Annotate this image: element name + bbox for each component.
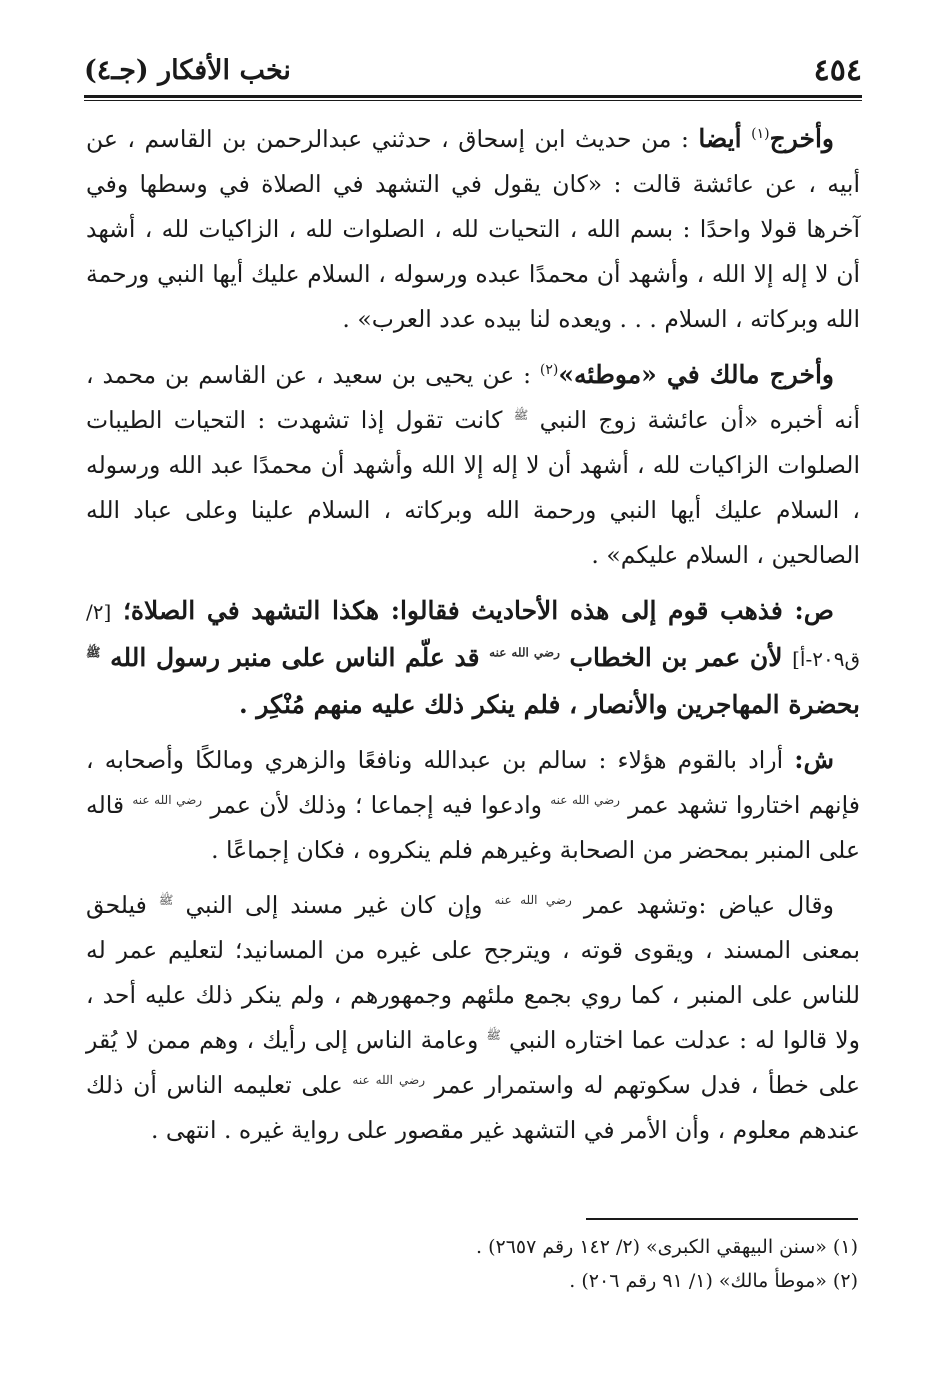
paragraph-text: قاله على المنبر بمحضر من الصحابة وغيرهم فلم ينكروه ، فكان إجماعًا .: [86, 791, 860, 864]
paragraph-text: فيلحق بمعنى المسند ، ويقوى قوته ، ويترجح على غيره من المسانيد؛ لتعليم عمر له للناس على المنبر ، كما روي بجمع ملئهم وجمهورهم ، ولم ينكر ذلك عليه أحد ، ولا قالوا له : عدلت عما اختاره النبي: [86, 891, 860, 1054]
paragraph-text: : من حديث ابن إسحاق ، حدثني عبدالرحمن بن القاسم ، عن أبيه ، عن عائشة قالت : «كان يقول في التشهد في الصلاة في وسطها وفي آخرها قولا واحدًا : بسم الله ، التحيات لله ، الصلوات لله ، الزاكيات لله ، أشهد أن لا إله إلا الله ، وأشهد أن محمدًا عبده ورسوله ، السلام عليك أيها النبي ورحمة الله وبركاته ، السلام . . . ويعده لنا بيده عدد العرب» .: [86, 125, 860, 333]
honorific-glyph: رضي الله عنه: [494, 893, 572, 908]
honorific-glyph: ﷺ: [513, 408, 529, 423]
footnotes: [86, 1230, 858, 1298]
paragraph-text: بحضرة المهاجرين والأنصار ، فلم ينكر ذلك عليه منهم مُنْكِر .: [238, 690, 860, 719]
lead-word: أيضا: [698, 124, 742, 153]
header-rule-thin: [84, 100, 862, 101]
paragraph-text: على تعليمه الناس أن ذلك عندهم معلوم ، وأن الأمر في التشهد غير مقصور على رواية غيره . انتهى .: [86, 1071, 860, 1144]
footnote-2: (٢) «موطأ مالك» (١/ ٩١ رقم ٢٠٦) .: [569, 1270, 858, 1292]
honorific-glyph: رضي الله عنه: [489, 645, 560, 660]
honorific-glyph: ﷺ: [158, 893, 174, 908]
paragraph-text: كانت تقول إذا تشهدت : التحيات الطيبات الصلوات الزاكيات لله ، أشهد أن لا إله إلا الله وأشهد أن محمدًا عبد الله ورسوله ، السلام عليك أيها النبي ورحمة الله وبركاته ، السلام علينا وعلى عباد الله الصالحين ، السلام عليكم» .: [86, 406, 860, 569]
footnote-1: (١) «سنن البيهقي الكبرى» (٢/ ١٤٢ رقم ٢٦٥٧) .: [476, 1236, 858, 1258]
footnote-marker: (١): [751, 126, 770, 143]
paragraph-text: : عن يحيى بن سعيد ، عن القاسم بن محمد ، أنه أخبره «أن عائشة زوج النبي: [86, 361, 860, 434]
paragraph-text: ص: فذهب قوم إلى هذه الأحاديث فقالوا: هكذا التشهد في الصلاة؛: [122, 596, 834, 625]
paragraph-text: وادعوا فيه إجماعا ؛ وذلك لأن عمر: [210, 791, 542, 819]
footnote-marker: (٢): [539, 362, 559, 379]
running-title: نخب الأفكار (جـ٤): [84, 54, 291, 86]
page-number: ٤٥٤: [813, 52, 862, 88]
footnote-separator: [586, 1218, 858, 1220]
main-text: [86, 116, 860, 1163]
paragraph-text: وإن كان غير مسند إلى النبي: [185, 891, 483, 919]
honorific-glyph: رضي الله عنه: [352, 1073, 425, 1088]
running-header: [84, 48, 862, 92]
lead-word: وأخرج: [769, 124, 834, 153]
paragraph-text: أراد بالقوم هؤلاء : سالم بن عبدالله ونافعًا والزهري ومالكًا وأصحابه ، فإنهم اختاروا تشهد عمر: [86, 746, 860, 819]
paragraph-5: [86, 883, 860, 1153]
honorific-glyph: رضي الله عنه: [550, 793, 620, 808]
honorific-glyph: ﷺ: [86, 645, 101, 660]
honorific-glyph: ﷺ: [486, 1028, 501, 1043]
lead-word: ش:: [794, 745, 834, 774]
manuscript-reference: [٢/ق٢٠٩-أ]: [86, 600, 860, 671]
paragraph-text: قد علّم الناس على منبر رسول الله: [110, 643, 480, 672]
header-rule-thick: [84, 95, 862, 98]
paragraph-1: [86, 116, 860, 342]
lead-phrase: وأخرج مالك في «موطئه»: [558, 360, 834, 389]
honorific-glyph: رضي الله عنه: [132, 793, 203, 808]
paragraph-text: وقال عياض :وتشهد عمر: [583, 891, 834, 919]
paragraph-text: وعامة الناس إلى رأيك ، وهم ممن لا يُقر على خطأ ، فدل سكوتهم له واستمرار عمر: [86, 1026, 860, 1099]
paragraph-3: [86, 588, 860, 727]
paragraph-2: [86, 352, 860, 578]
paragraph-text: لأن عمر بن الخطاب: [569, 643, 783, 672]
paragraph-4: [86, 737, 860, 873]
